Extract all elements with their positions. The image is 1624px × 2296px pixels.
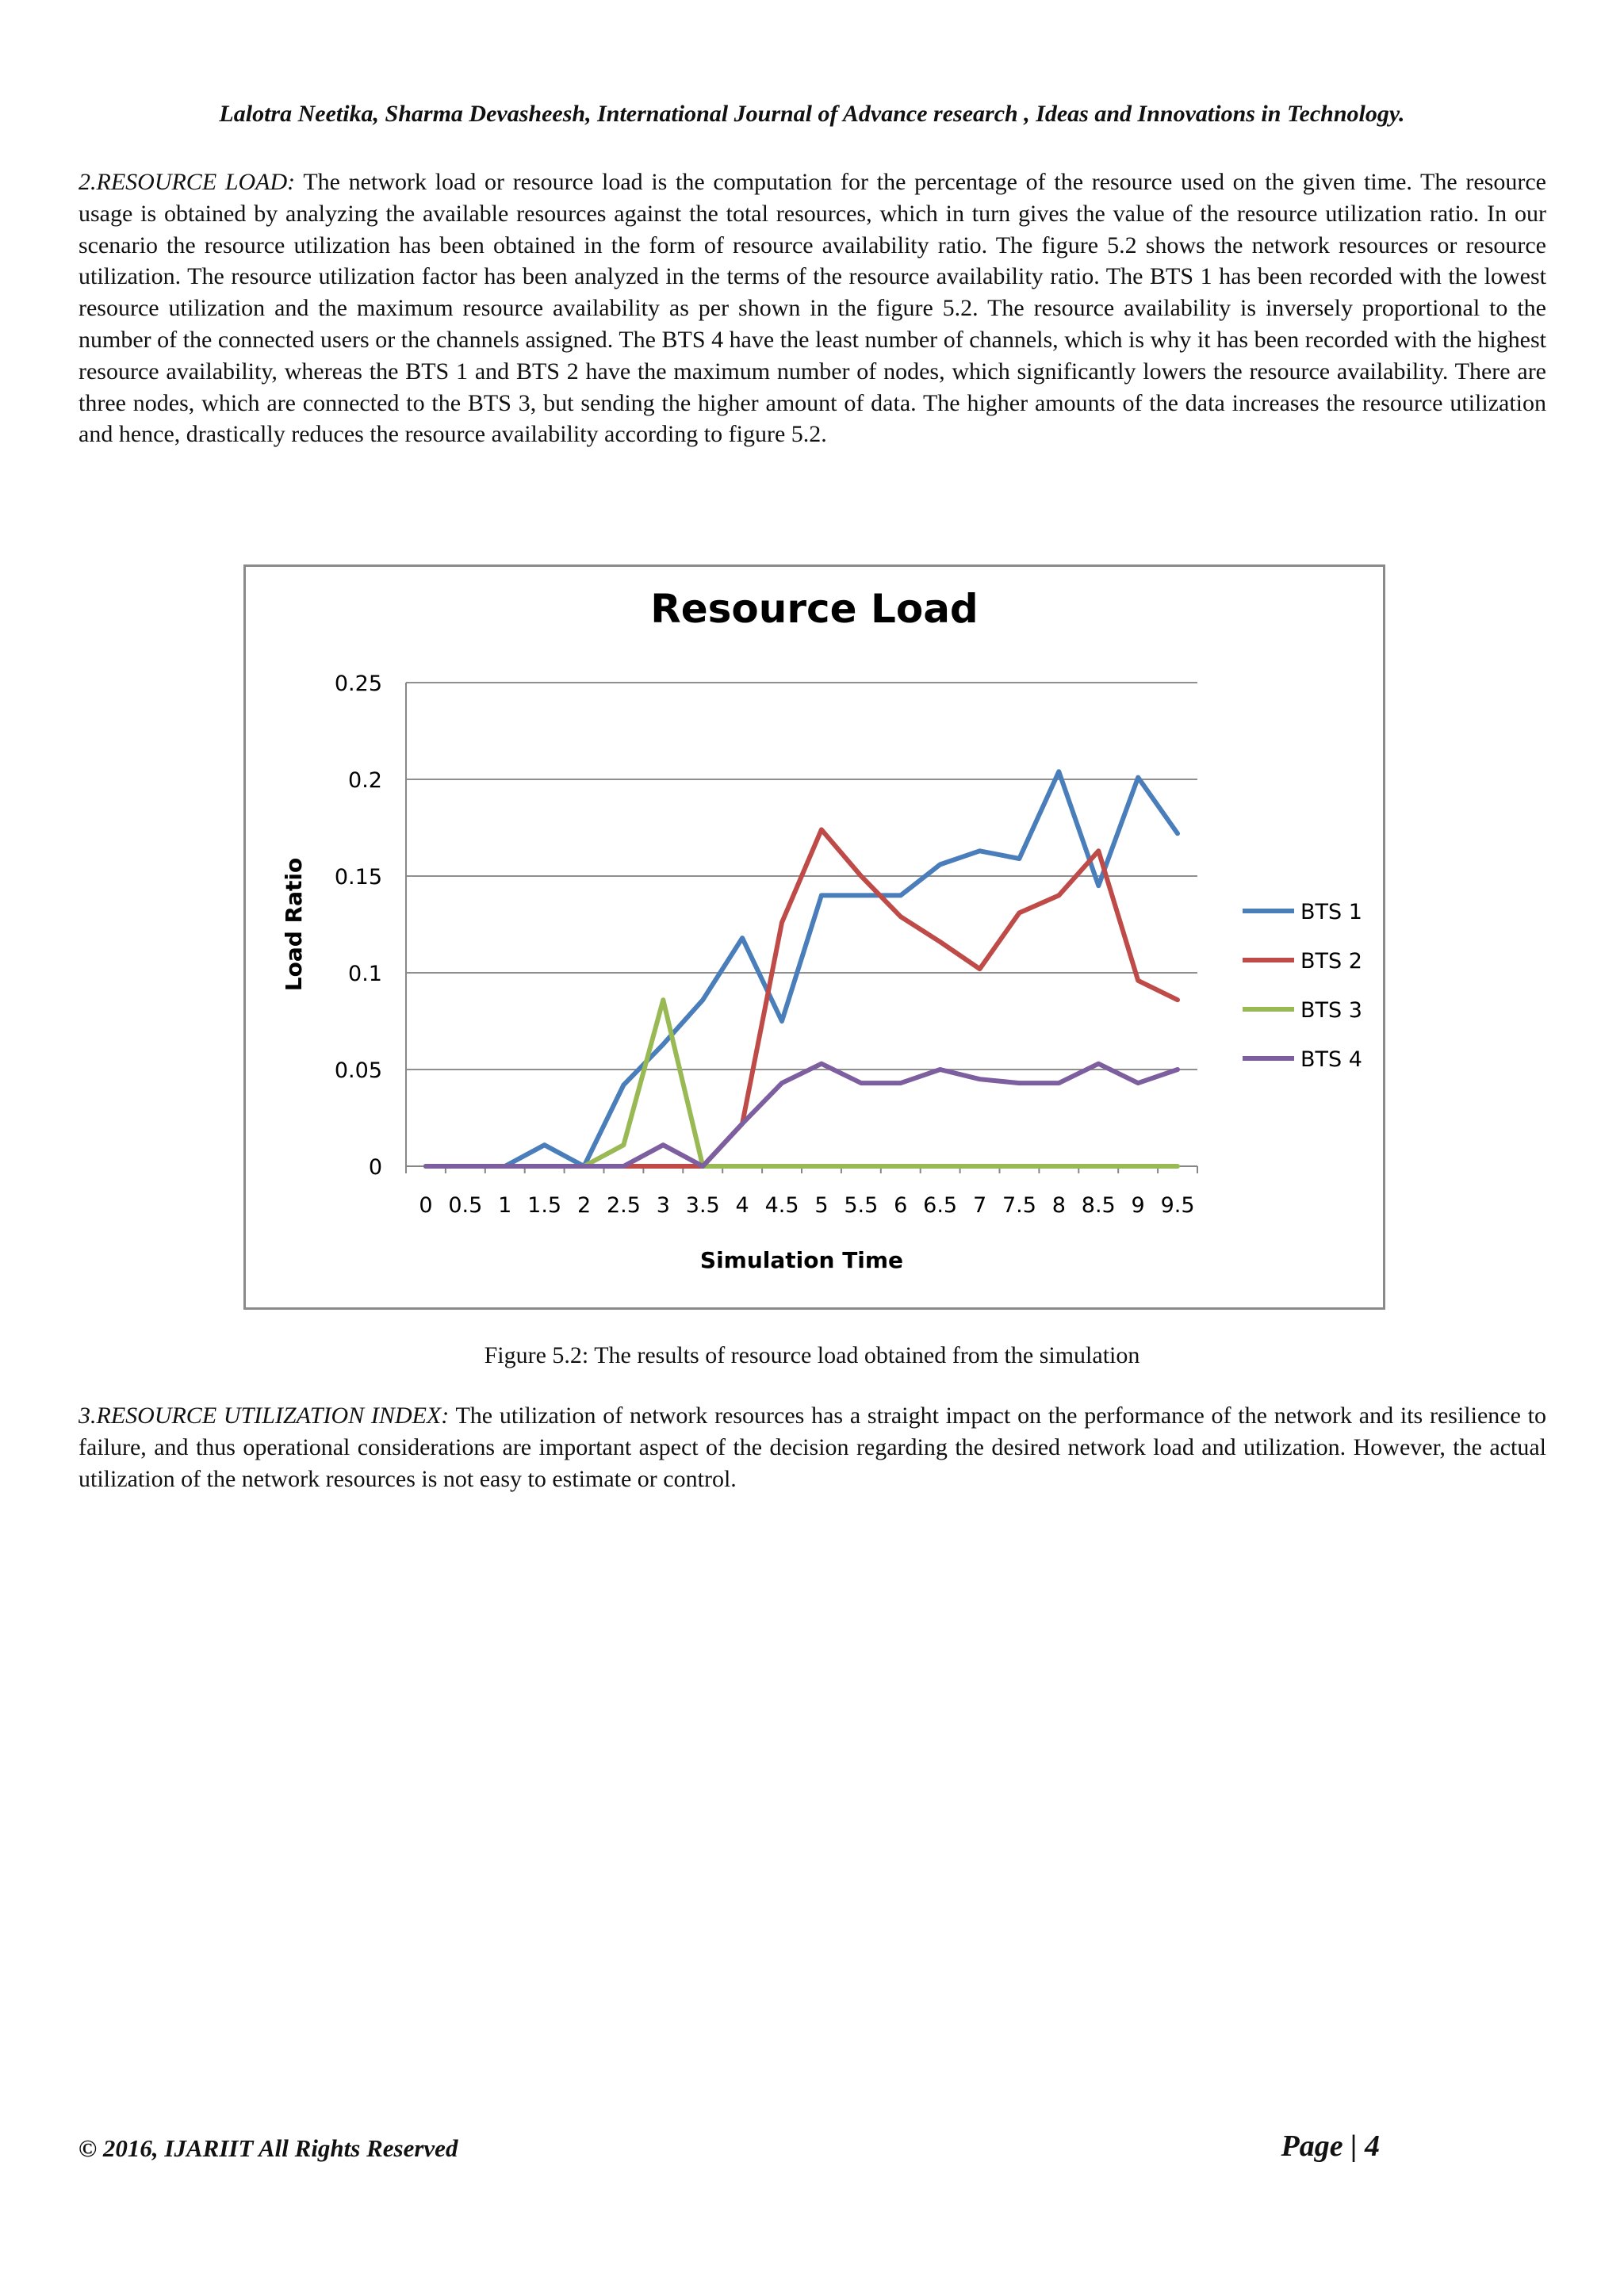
x-tick-label: 4.5 [764, 1193, 799, 1218]
resource-load-chart [246, 567, 1383, 1307]
y-tick-label: 0.2 [348, 768, 382, 793]
y-axis-title: Load Ratio [281, 857, 307, 992]
x-tick-label: 3 [656, 1193, 670, 1218]
x-tick-label: 7 [972, 1193, 987, 1218]
x-tick-label: 1 [498, 1193, 512, 1218]
section-body-resource-load: The network load or resource load is the computation for the percentage of the resource used on the given time. The resource usage is obtained by analyzing the available resources against the total resources, which in turn gives the value of the resource utilization ratio. In our scenario the resource utilization has been obtained in the form of resource availability ratio. The figure 5.2 shows the network resources or resource utilization. The resource utilization factor has been analyzed in the terms of the resource availability ratio. The BTS 1 has been recorded with the lowest resource utilization and the maximum resource availability as per shown in the figure 5.2. The resource availability is inversely proportional to the number of the connected users or the channels assigned. The BTS 4 have the least number of channels, which is why it has been recorded with the highest resource availability, whereas the BTS 1 and BTS 2 have the maximum number of nodes, which significantly lowers the resource availability. There are three nodes, which are connected to the BTS 3, but sending the higher amount of data. The higher amounts of the data increases the resource utilization and hence, drastically reduces the resource availability according to figure 5.2. [79, 169, 1546, 448]
x-tick-label: 9 [1131, 1193, 1145, 1218]
series-line-bts-3 [426, 1000, 1178, 1166]
x-tick-label: 1.5 [527, 1193, 562, 1218]
x-tick-label: 3.5 [685, 1193, 720, 1218]
legend-label: BTS 2 [1300, 949, 1362, 974]
x-tick-label: 8.5 [1081, 1193, 1116, 1218]
chart-title: Resource Load [650, 586, 979, 632]
section-body-utilization-index: The utilization of network resources has a straight impact on the performance of the network and its resilience to failure, and thus operational considerations are important aspect of the decision regarding the desired network load and utilization. However, the actual utilization of the network resources is not easy to estimate or control. [79, 1402, 1546, 1492]
x-tick-label: 5.5 [844, 1193, 879, 1218]
x-tick-label: 8 [1051, 1193, 1066, 1218]
x-tick-label: 6 [894, 1193, 908, 1218]
y-tick-label: 0.25 [334, 672, 382, 696]
legend-label: BTS 4 [1300, 1047, 1362, 1072]
section-heading-utilization-index: 3.RESOURCE UTILIZATION INDEX: [79, 1402, 450, 1429]
y-tick-label: 0.1 [348, 962, 382, 986]
y-tick-label: 0.15 [334, 865, 382, 890]
section-resource-load [79, 166, 1546, 450]
figure-5-2 [243, 564, 1385, 1310]
x-tick-label: 2.5 [606, 1193, 641, 1218]
running-header: Lalotra Neetika, Sharma Devasheesh, International Journal of Advance research , Ideas and Innovations in Technology. [219, 101, 1405, 127]
x-tick-label: 2 [576, 1193, 592, 1218]
x-tick-label: 0 [419, 1193, 433, 1218]
x-tick-label: 4 [735, 1193, 749, 1218]
legend-label: BTS 3 [1300, 998, 1362, 1023]
footer-page-number: Page | 4 [1281, 2130, 1380, 2163]
footer-copyright: © 2016, IJARIIT All Rights Reserved [79, 2134, 458, 2162]
x-axis-title: Simulation Time [699, 1247, 904, 1273]
x-tick-label: 5 [814, 1193, 829, 1218]
y-tick-label: 0.05 [334, 1058, 382, 1083]
y-tick-label: 0 [368, 1155, 382, 1180]
figure-caption: Figure 5.2: The results of resource load obtained from the simulation [484, 1342, 1140, 1368]
x-tick-label: 0.5 [448, 1193, 483, 1218]
section-heading-resource-load: 2.RESOURCE LOAD: [79, 169, 296, 195]
x-tick-label: 9.5 [1160, 1193, 1195, 1218]
x-tick-label: 6.5 [923, 1193, 958, 1218]
series-line-bts-2 [426, 829, 1178, 1166]
legend-label: BTS 1 [1300, 900, 1362, 924]
x-tick-label: 7.5 [1002, 1193, 1036, 1218]
section-utilization-index [79, 1400, 1546, 1494]
series-line-bts-1 [426, 771, 1178, 1166]
